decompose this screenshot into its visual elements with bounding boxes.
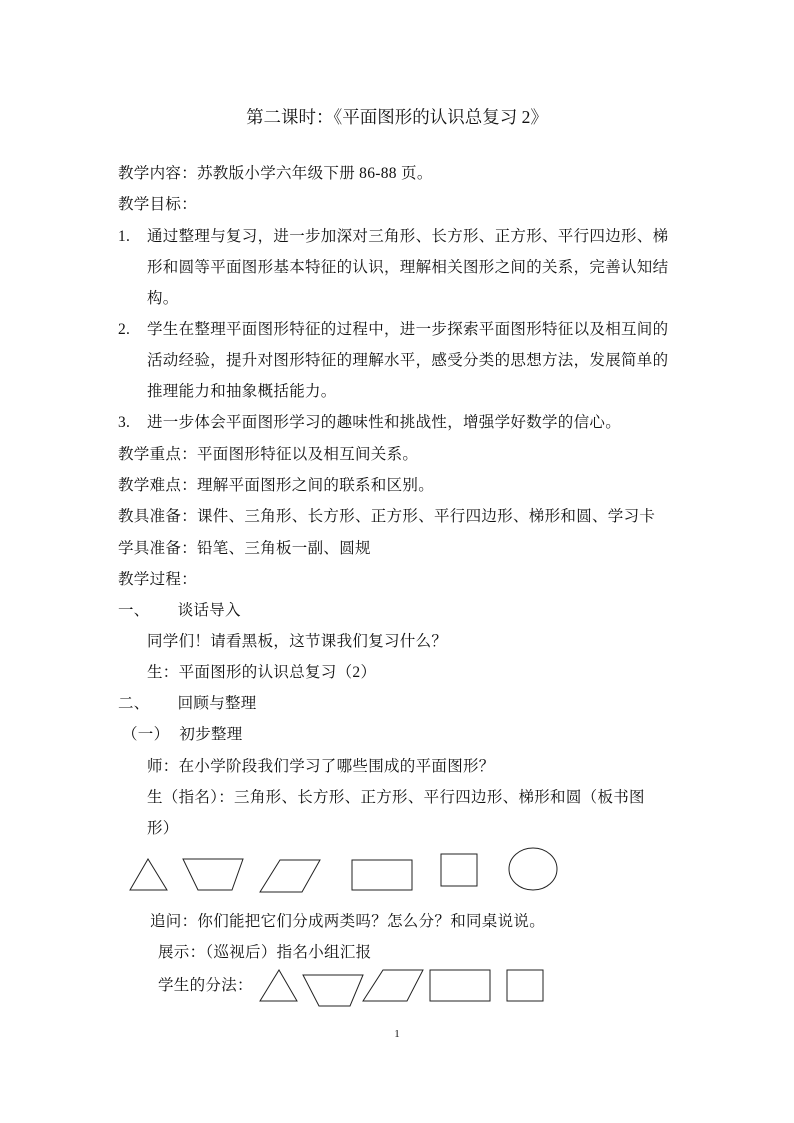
section-2-heading (118, 694, 257, 714)
section-1-heading (118, 601, 241, 621)
dialog-line-2: 生（指名）：三角形、长方形、正方形、平行四边形、梯形和圆（板书图 (147, 789, 645, 806)
section-1-line-2: 生：平面图形的认识总复习（2） (147, 664, 377, 681)
rectangle-shape (430, 970, 490, 1001)
goal-text: 通过整理与复习，进一步加深对三角形、长方形、正方形、平行四边形、梯 (147, 228, 669, 245)
dialog-line-3: 形） (147, 820, 179, 837)
show-line: 展示：（巡视后）指名小组汇报 (158, 944, 372, 961)
rectangle-shape (352, 860, 412, 890)
goals-label: 教学目标： (118, 196, 198, 213)
goal-3-number: 3. (118, 414, 131, 431)
goal-1-number: 1. (118, 228, 131, 245)
goal-text: 进一步体会平面图形学习的趣味性和挑战性，增强学好数学的信心。 (147, 414, 622, 431)
goal-3-line-1 (118, 413, 621, 433)
goal-1-line-2: 形和圆等平面图形基本特征的认识，理解相关图形之间的关系，完善认知结 (147, 259, 669, 276)
trapezoid-shape (183, 859, 243, 890)
difficulty: 教学难点：理解平面图形之间的联系和区别。 (118, 477, 435, 494)
student-classification-shapes (0, 965, 794, 1010)
parallelogram-shape (260, 860, 320, 892)
goal-1-line-3: 构。 (147, 290, 179, 307)
section-title: 谈话导入 (177, 602, 241, 619)
goal-text: 学生在整理平面图形特征的过程中，进一步探索平面图形特征以及相互间的 (147, 321, 669, 338)
trapezoid-shape (303, 975, 363, 1006)
goal-1-line-1 (118, 227, 668, 247)
section-number: 一、 (118, 602, 150, 619)
shapes-row (0, 840, 794, 900)
section-1-line-1: 同学们！请看黑板，这节课我们复习什么？ (147, 633, 448, 650)
subsection-title: 初步整理 (179, 726, 243, 743)
goal-2-line-1 (118, 320, 668, 340)
student-tools: 学具准备：铅笔、三角板一副、圆规 (118, 540, 371, 557)
subsection-1-heading (122, 725, 243, 745)
goal-2-line-2: 活动经验，提升对图形特征的理解水平，感受分类的思想方法，发展简单的 (147, 352, 669, 369)
student-method-label: 学生的分法： (158, 977, 253, 994)
parallelogram-shape (363, 970, 423, 1001)
dialog-line-1: 师：在小学阶段我们学习了哪些围成的平面图形？ (147, 758, 495, 775)
page-number: 1 (394, 1028, 400, 1040)
process-label: 教学过程： (118, 571, 198, 588)
page-title: 第二课时：《平面图形的认识总复习 2》 (246, 107, 548, 127)
teaching-content: 教学内容：苏教版小学六年级下册 86-88 页。 (118, 165, 433, 182)
square-shape (441, 854, 477, 886)
goal-2-number: 2. (118, 321, 131, 338)
teacher-tools: 教具准备：课件、三角形、长方形、正方形、平行四边形、梯形和圆、学习卡 (118, 508, 656, 525)
triangle-shape (130, 859, 167, 890)
followup-question: 追问：你们能把它们分成两类吗？怎么分？和同桌说说。 (150, 913, 546, 930)
section-title: 回顾与整理 (177, 695, 257, 712)
key-point: 教学重点：平面图形特征以及相互间关系。 (118, 446, 419, 463)
section-number: 二、 (118, 695, 150, 712)
goal-2-line-3: 推理能力和抽象概括能力。 (147, 383, 337, 400)
square-shape (507, 970, 543, 1001)
triangle-shape (260, 970, 297, 1001)
circle-shape (509, 848, 557, 890)
subsection-number: （一） (122, 726, 170, 743)
